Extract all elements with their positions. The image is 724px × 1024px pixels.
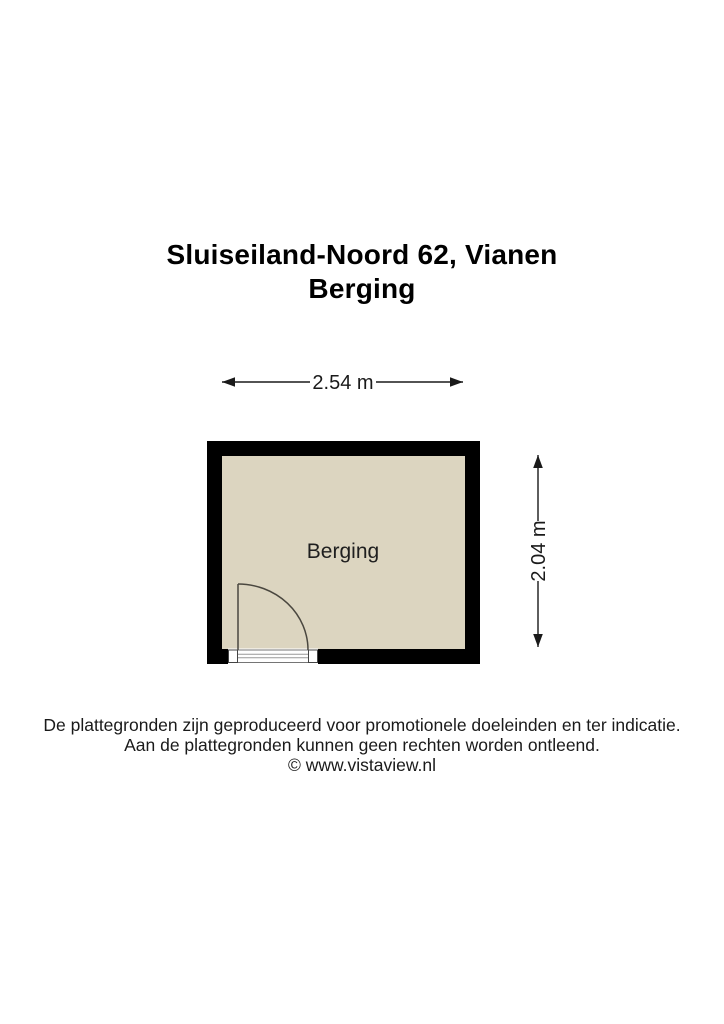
- door-jamb-left: [229, 650, 238, 663]
- width-dimension: [222, 372, 463, 394]
- door-threshold: [238, 650, 309, 663]
- arrow-down-icon: [533, 634, 543, 647]
- disclaimer-line-2: Aan de plattegronden kunnen geen rechten worden ontleend.: [124, 735, 600, 755]
- arrow-up-icon: [533, 455, 543, 468]
- disclaimer: [0, 715, 724, 775]
- door-jamb-right: [309, 650, 318, 663]
- room-berging: [207, 441, 480, 665]
- disclaimer-line-1: De plattegronden zijn geproduceerd voor promotionele doeleinden en ter indicatie.: [43, 715, 681, 735]
- arrow-right-icon: [450, 377, 463, 387]
- copyright-line: © www.vistaview.nl: [287, 755, 437, 775]
- arrow-left-icon: [222, 377, 235, 387]
- height-dimension: [528, 455, 550, 647]
- width-dim-label: 2.54 m: [312, 372, 374, 394]
- height-dim-label: 2.04 m: [528, 520, 550, 582]
- room-label: Berging: [306, 540, 380, 563]
- page-title-address: Sluiseiland-Noord 62, Vianen: [166, 239, 558, 270]
- page-title-room: Berging: [308, 273, 416, 304]
